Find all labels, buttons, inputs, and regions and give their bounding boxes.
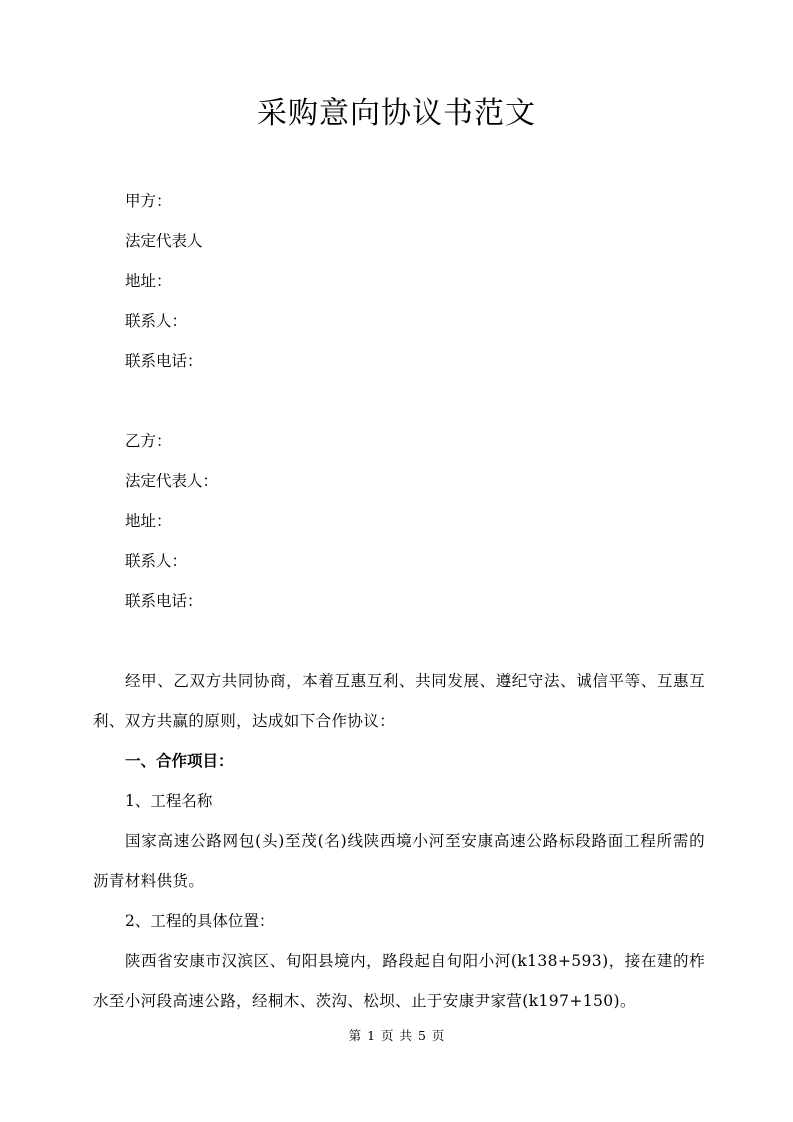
party-a-address: 地址： xyxy=(125,272,172,290)
item-2-body: 陕西省安康市汉滨区、旬阳县境内，路段起自旬阳小河(k138+593)，接在建的柞水至小河段高速公路，经桐木、茨沟、松坝、止于安康尹家营(k197+150)。 xyxy=(93,952,705,1010)
party-a-phone: 联系电话： xyxy=(125,352,203,370)
page-indicator: 第 1 页 共 5 页 xyxy=(348,1028,445,1043)
party-a-label: 甲方： xyxy=(125,192,172,210)
party-b-legal-rep: 法定代表人： xyxy=(125,472,219,490)
item-2-heading: 2、工程的具体位置： xyxy=(125,912,275,930)
party-b-address: 地址： xyxy=(125,512,172,530)
section-1-heading: 一、合作项目： xyxy=(125,751,234,770)
document-title: 采购意向协议书范文 xyxy=(257,96,536,131)
party-b-contact: 联系人： xyxy=(125,552,188,570)
party-b-phone: 联系电话： xyxy=(125,592,203,610)
party-a-contact: 联系人： xyxy=(125,312,188,330)
item-1-body: 国家高速公路网包(头)至茂(名)线陕西境小河至安康高速公路标段路面工程所需的沥青材料供货。 xyxy=(93,832,705,890)
item-1-heading: 1、工程名称 xyxy=(125,792,213,810)
party-a-legal-rep: 法定代表人 xyxy=(125,232,203,250)
intro-paragraph: 经甲、乙双方共同协商，本着互惠互利、共同发展、遵纪守法、诚信平等、互惠互利、双方共赢的原则，达成如下合作协议： xyxy=(93,672,705,730)
party-b-label: 乙方： xyxy=(125,432,172,450)
